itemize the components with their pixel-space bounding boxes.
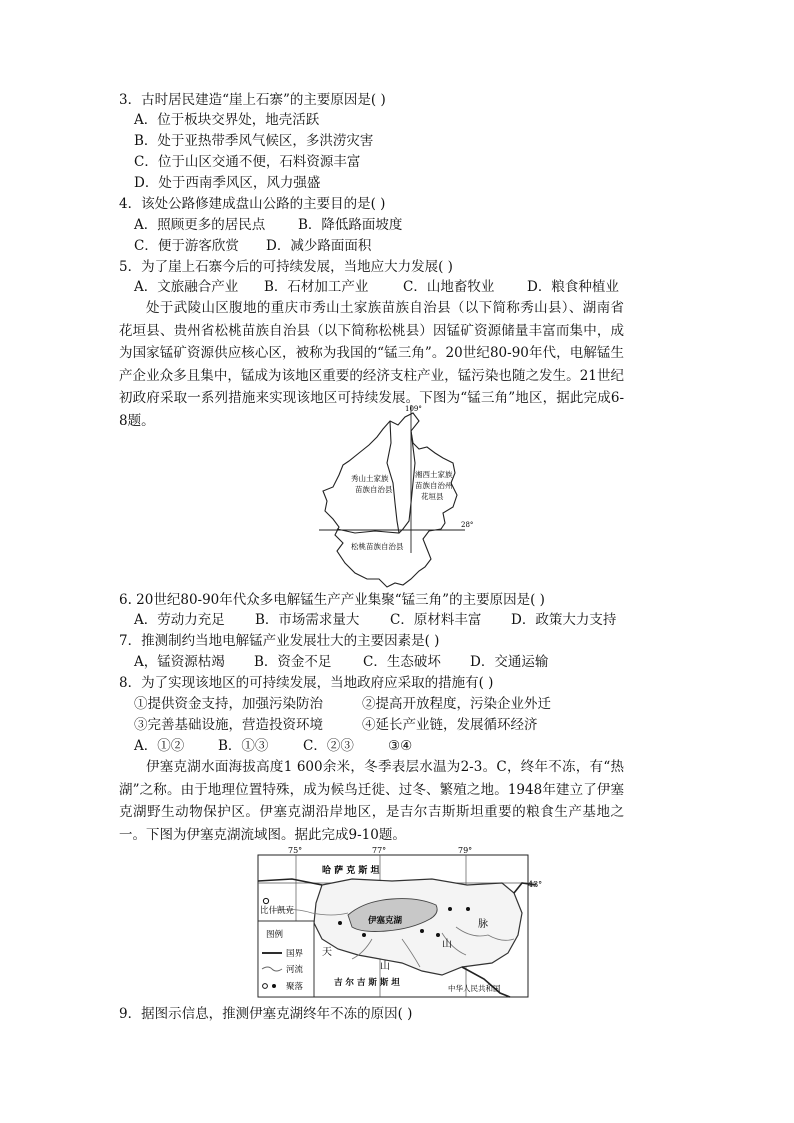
q4-option-c: C．便于游客欣赏 [134,238,239,254]
settlement-dot [362,933,366,937]
q8-option-a: A．①② [134,738,185,754]
q9-stem: 9．据图示信息，推测伊塞克湖终年不冻的原因( ) [119,1006,413,1022]
q5-option-b: B．石材加工产业 [264,279,369,295]
q8-option-c: C．②③ [303,738,354,754]
kazakhstan-label: 哈 萨 克 斯 坦 [322,866,380,876]
lon-75-label: 75° [288,846,303,855]
lon-77-label: 77° [372,846,387,855]
kyrgyzstan-label: 吉 尔 吉 斯 斯 坦 [334,978,400,988]
manganese-triangle-map [315,403,480,591]
q6-option-a: A．劳动力充足 [134,612,225,628]
q4-stem: 4．该处公路修建成盘山公路的主要目的是( ) [119,196,386,212]
mountain-label-4: 山 [442,939,452,950]
legend-river-label: 河流 [286,965,304,975]
legend-title: 图例 [266,930,284,940]
lat-28-label: 28° [461,521,474,529]
tianshan-label-2: 山 [380,961,390,972]
lake-label: 伊塞克湖 [368,916,403,926]
q8-item-3: ③完善基础设施，营造投资环境 [134,717,323,733]
legend-capital-sample [263,984,268,989]
capital-dot [263,898,268,903]
china-label: 中华人民共和国 [448,984,501,993]
q8-item-4: ④延长产业链，发展循环经济 [362,717,538,733]
q8-item-2: ②提高开放程度，污染企业外迁 [362,696,551,712]
xiangxi-label-2: 苗族自治州 [415,481,453,490]
songtao-label: 松桃苗族自治县 [351,542,404,551]
q8-item-1: ①提供资金支持，加强污染防治 [134,696,323,712]
q4-option-d: D．减少路面面积 [266,238,372,254]
mountain-label-3: 脉 [478,919,488,930]
q4-option-a: A．照顾更多的居民点 [134,217,266,233]
settlement-dot [436,933,440,937]
huayuan-label: 花垣县 [421,492,444,501]
q8-stem: 8．为了实现该地区的可持续发展，当地政府应采取的措施有( ) [119,675,494,691]
q4-option-b: B．降低路面坡度 [298,217,403,233]
legend-settlement-label: 聚落 [286,982,304,992]
q7-option-d: D．交通运输 [470,654,549,670]
lon-109-label: 109° [405,405,422,413]
tianshan-label-1: 天 [322,947,332,958]
q7-option-c: C．生态破坏 [363,654,441,670]
bishkek-label: 比什凯克 [260,906,295,916]
q8-option-d: ③④ [388,738,413,754]
lon-79-label: 79° [458,846,473,855]
county-border-west [387,421,399,533]
q3-option-d: D．处于西南季风区，风力强盛 [134,175,321,191]
xiangxi-label-1: 湘西土家族 [415,470,453,479]
q6-option-c: C．原材料丰富 [390,612,482,628]
q5-stem: 5．为了崖上石寨今后的可持续发展，当地应大力发展( ) [119,259,453,275]
legend-settlement-sample [272,984,276,988]
q5-option-d: D．粮食种植业 [527,279,619,295]
q8-option-b: B．①③ [218,738,269,754]
lat-43-label: 43° [528,880,542,889]
q5-option-a: A．文旅融合产业 [134,279,239,295]
xiushan-label-1: 秀山土家族 [351,474,389,483]
q3-option-a: A．位于板块交界处，地壳活跃 [134,112,320,128]
q7-option-b: B．资金不足 [254,654,332,670]
settlement-dot [448,907,452,911]
issyk-kul-map [252,843,542,1001]
xiushan-label-2: 苗族自治县 [355,485,393,494]
q5-option-c: C．山地畜牧业 [403,279,495,295]
q6-option-b: B．市场需求量大 [255,612,360,628]
q7-stem: 7．推测制约当地电解锰产业发展壮大的主要因素是( ) [119,633,440,649]
q7-option-a: A，锰资源枯竭 [134,654,225,670]
passage-manganese-triangle: 处于武陵山区腹地的重庆市秀山土家族苗族自治县（以下简称秀山县）、湖南省花垣县、贵州省松桃苗族自治县（以下简称松桃县）因锰矿资源储量丰富而集中，成为国家锰矿资源供应核心区，被称为我国的“锰三角”。20世纪80-90年代，电解锰生产企业众多且集中，锰成为该地区重要的经济支柱产业，锰污染也随之发生。21世纪初政府采取一系列措施来实现该地区可持续发展。下图为“锰三角”地区，据此完成6-8题。 [119,300,624,429]
settlement-dot [466,907,470,911]
q3-option-b: B．处于亚热带季风气候区，多洪涝灾害 [134,133,374,149]
settlement-dot [338,921,342,925]
settlement-dot [420,929,424,933]
q6-option-d: D．政策大力支持 [511,612,617,628]
passage-issyk-kul: 伊塞克湖水面海拔高度1 600余米，冬季表层水温为2-3。C，终年不冻，有“热湖”之称。由于地理位置特殊，成为候鸟迁徙、过冬、繁殖之地。1948年建立了伊塞克湖野生动物保护区。伊塞克湖沿岸地区，是吉尔吉斯斯坦重要的粮食生产基地之一。下图为伊塞克湖流域图。据此完成9-10题。 [119,759,624,843]
legend-border-label: 国界 [286,949,304,959]
q6-stem: 6. 20世纪80-90年代众多电解锰生产产业集聚“锰三角”的主要原因是( ) [119,592,545,608]
q3-option-c: C．位于山区交通不便，石料资源丰富 [134,154,361,170]
q3-stem: 3．古时居民建造“崖上石寨”的主要原因是( ) [119,92,386,108]
